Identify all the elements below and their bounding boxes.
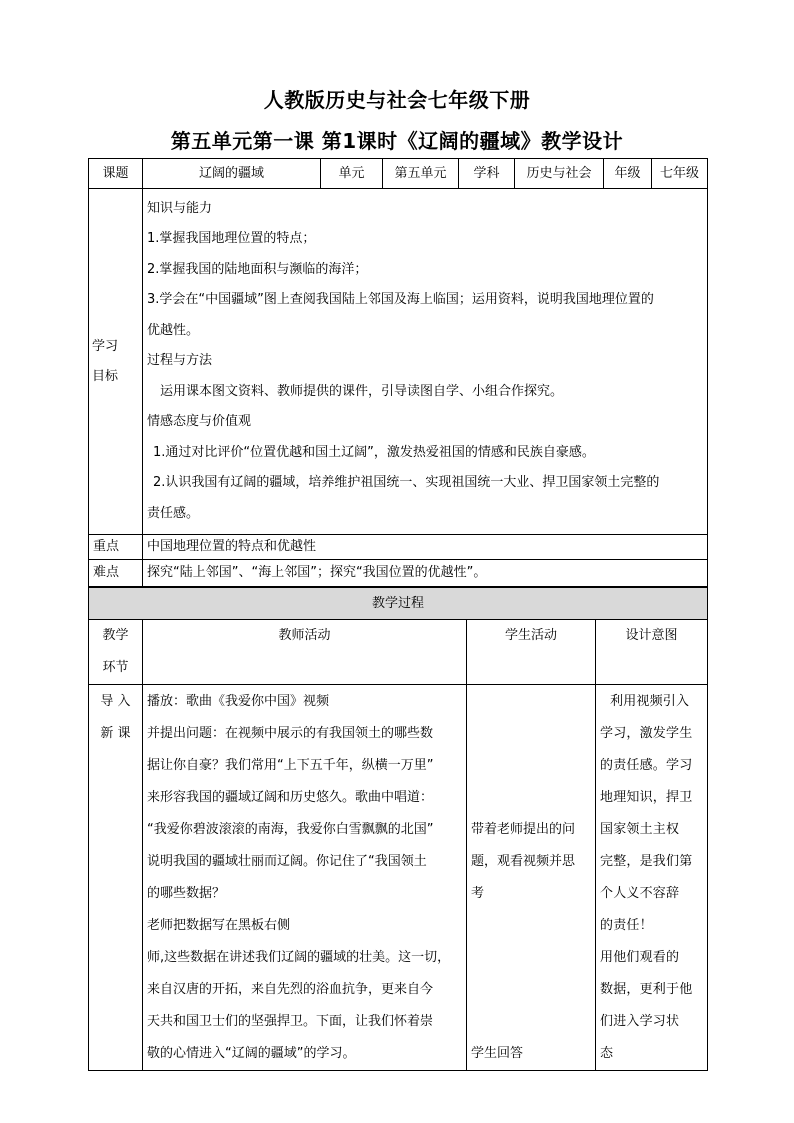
goal-line: 责任感。 [147,505,200,521]
student-column-header: 学生活动 [467,620,596,685]
goal-line: 3.学会在“中国疆域”图上查阅我国陆上邻国及海上临国；运用资料，说明我国地理位置的 [147,292,654,308]
lesson-plan-table [88,158,707,1071]
student-line: 带着老师提出的问 [471,822,576,837]
key-point-label: 重点 [89,535,143,560]
teacher-line: 师,这些数据在讲述我们辽阔的疆域的壮美。这一切， [147,950,451,965]
goal-line: 1.通过对比评价“位置优越和国土辽阔”，激发热爱祖国的情感和民族自豪感。 [153,444,595,460]
process-columns-row [89,620,708,685]
design-line: 学习，激发学生 [600,726,693,741]
teacher-line: 来形容我国的疆域辽阔和历史悠久。歌曲中唱道： [147,790,434,805]
design-line: 利用视频引入 [610,694,690,709]
teacher-line: 播放：歌曲《我爱你中国》视频 [147,694,330,709]
process-header-row [89,588,708,620]
design-line: 们进入学习状 [600,1014,680,1029]
design-line: 态 [600,1046,614,1061]
goal-line: 情感态度与价值观 [147,414,252,430]
student-line: 题，观看视频并思 [471,854,576,869]
key-point-value: 中国地理位置的特点和优越性 [143,535,708,560]
teacher-line: “我爱你碧波滚滚的南海，我爱你白雪飘飘的北国” [147,822,434,837]
teacher-line: 说明我国的疆域壮丽而辽阔。你记住了“我国领土 [147,854,427,869]
design-line: 数据，更利于他 [600,982,693,997]
goal-line: 优越性。 [147,322,200,338]
design-line: 的责任感。学习 [600,758,693,773]
goal-line: 2.认识我国有辽阔的疆域，培养维护祖国统一、实现祖国统一大业、捍卫国家领土完整的 [153,475,660,491]
key-point-row [89,535,708,560]
document-subtitle: 第五单元第一课 第1课时《辽阔的疆域》教学设计 [170,129,624,153]
teacher-line: 据让你自豪？我们常用“上下五千年，纵横一万里” [147,758,434,773]
design-line: 个人义不容辞 [600,886,680,901]
goal-line: 2.掌握我国的陆地面积与濒临的海洋； [147,261,368,277]
topic-label: 课题 [89,159,143,189]
goals-label: 学习 目标 [89,189,143,535]
teacher-line: 的哪些数据？ [147,886,226,901]
teacher-column-header: 教师活动 [143,620,467,685]
document-title: 人教版历史与社会七年级下册 [263,88,531,112]
intro-design-intent [596,685,708,1071]
goal-line: 知识与能力 [147,200,213,216]
goal-line: 1.掌握我国地理位置的特点； [147,231,316,247]
intro-student-activity [467,685,596,1071]
goals-row [89,189,708,535]
teacher-line: 敬的心情进入“辽阔的疆域”的学习。 [147,1046,356,1061]
design-line: 用他们观看的 [600,950,680,965]
subject-label: 学科 [459,159,515,189]
unit-value: 第五单元 [383,159,459,189]
teacher-line: 老师把数据写在黑板右侧 [147,918,291,933]
goals-content [143,189,708,535]
goal-line: 运用课本图文资料、教师提供的课件，引导读图自学、小组合作探究。 [160,383,564,399]
intro-teacher-activity [143,685,467,1071]
design-line: 地理知识，捍卫 [600,790,693,805]
difficulty-label: 难点 [89,560,143,587]
process-header: 教学过程 [89,588,708,620]
teacher-line: 并提出问题：在视频中展示的有我国领土的哪些数 [147,726,434,741]
design-column-header: 设计意图 [596,620,708,685]
student-line: 学生回答 [471,1046,524,1061]
difficulty-row [89,560,708,587]
teacher-line: 天共和国卫士们的坚强捍卫。下面，让我们怀着崇 [147,1014,434,1029]
grade-value: 七年级 [652,159,708,189]
difficulty-value: 探究“陆上邻国”、“海上邻国”；探究“我国位置的优越性”。 [143,560,708,587]
goal-line: 过程与方法 [147,353,213,369]
intro-stage: 导 入 新 课 [89,685,143,1071]
design-line: 国家领土主权 [600,822,680,837]
design-line: 的责任！ [600,918,653,933]
teacher-line: 来自汉唐的开拓，来自先烈的浴血抗争，更来自今 [147,982,434,997]
unit-label: 单元 [321,159,383,189]
topic-value: 辽阔的疆域 [143,159,321,189]
design-line: 完整，是我们第 [600,854,693,869]
grade-label: 年级 [604,159,652,189]
info-row [89,159,708,189]
stage-column-header: 教学 环节 [89,620,143,685]
student-line: 考 [471,886,485,901]
subject-value: 历史与社会 [515,159,604,189]
intro-row [89,685,708,1071]
